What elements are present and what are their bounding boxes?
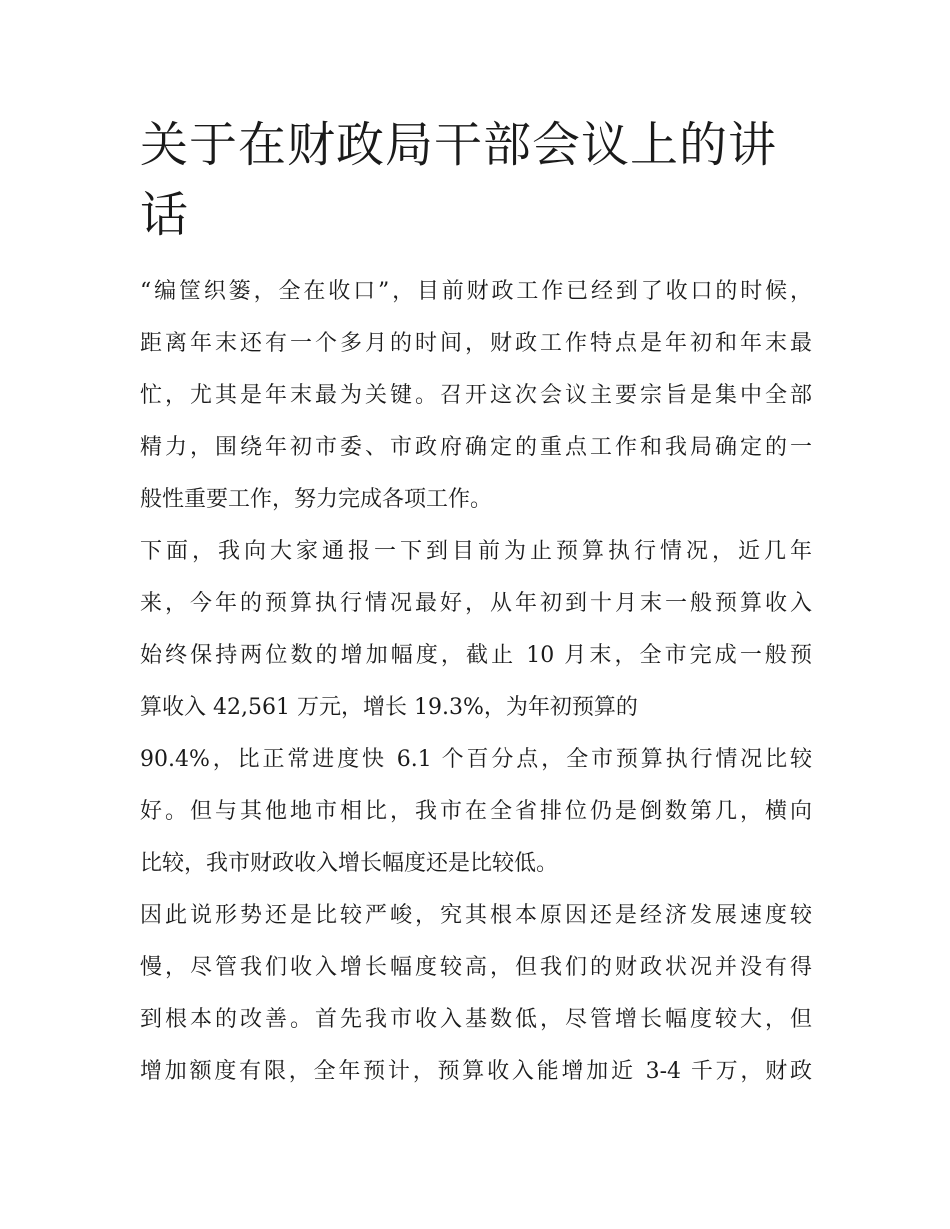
- text-line: 距离年末还有一个多月的时间，财政工作特点是年初和年末最: [140, 331, 812, 356]
- text-line: 精力，围绕年初市委、市政府确定的重点工作和我局确定的一: [140, 435, 812, 460]
- text-line: 般性重要工作，努力完成各项工作。: [140, 487, 493, 512]
- text-line: 忙，尤其是年末最为关键。召开这次会议主要宗旨是集中全部: [140, 383, 812, 408]
- text-line: “编筐织篓，全在收口”，目前财政工作已经到了收口的时候，: [140, 279, 812, 304]
- paragraph-1: [140, 266, 812, 526]
- text-line: 始终保持两位数的增加幅度，截止 10 月末，全市完成一般预: [140, 643, 812, 668]
- document-title: [140, 110, 812, 250]
- paragraph-3: [140, 890, 812, 1098]
- text-line: 90.4%，比正常进度快 6.1 个百分点，全市预算执行情况比较: [140, 747, 812, 772]
- text-line: 好。但与其他地市相比，我市在全省排位仍是倒数第几，横向: [140, 799, 812, 824]
- text-line: 下面，我向大家通报一下到目前为止预算执行情况，近几年: [140, 539, 812, 564]
- text-line: 比较，我市财政收入增长幅度还是比较低。: [140, 851, 559, 876]
- document-body: [140, 266, 812, 1098]
- document-content: [140, 110, 812, 1098]
- title-line: 话: [140, 187, 190, 243]
- text-line: 慢，尽管我们收入增长幅度较高，但我们的财政状况并没有得: [140, 955, 812, 980]
- text-line: 来，今年的预算执行情况最好，从年初到十月末一般预算收入: [140, 591, 812, 616]
- text-line: 到根本的改善。首先我市收入基数低，尽管增长幅度较大，但: [140, 1007, 812, 1032]
- title-line: 关于在财政局干部会议上的讲: [140, 117, 778, 173]
- text-line: 增加额度有限，全年预计，预算收入能增加近 3-4 千万，财政: [140, 1059, 812, 1084]
- paragraph-2: [140, 526, 812, 890]
- text-line: 算收入 42,561 万元，增长 19.3%，为年初预算的: [140, 695, 638, 720]
- text-line: 因此说形势还是比较严峻，究其根本原因还是经济发展速度较: [140, 903, 812, 928]
